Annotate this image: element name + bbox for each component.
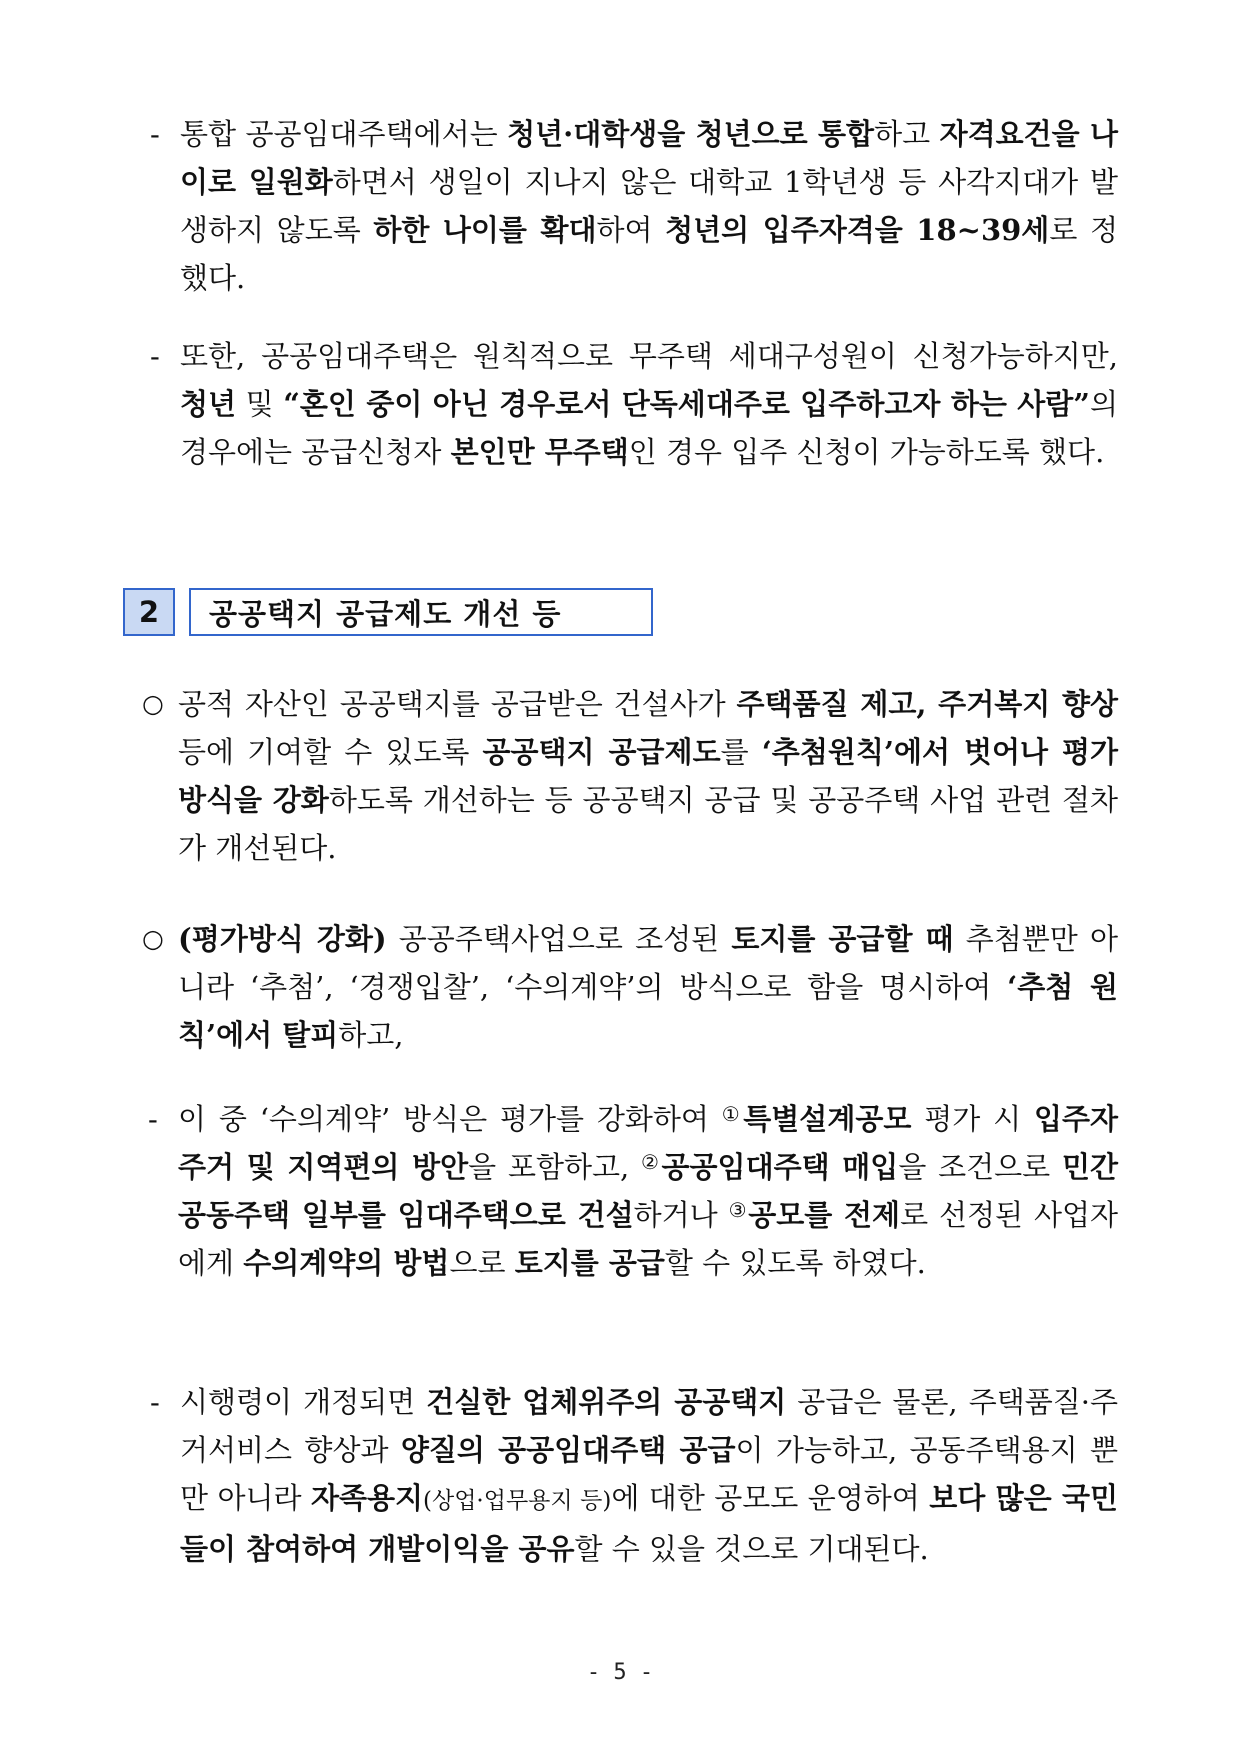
bullet-paragraph-private-contract [148, 1095, 1118, 1287]
page-number: - 5 - [586, 1660, 654, 1685]
circle-marker: ○ [142, 689, 164, 718]
bullet-paragraph-expected-effects [150, 1378, 1118, 1573]
paragraph-text: 통합 공공임대주택에서는 청년·대학생을 청년으로 통합하고 자격요건을 나이로 일원화하면서 생일이 지나지 않은 대학교 1학년생 등 사각지대가 발생하지 않도록 하한 나이를 확대하여 청년의 입주자격을 18~39세로 정했다. [180, 117, 1118, 295]
paragraph-text: 이 중 ‘수의계약’ 방식은 평가를 강화하여 ①특별설계공모 평가 시 입주자 주거 및 지역편의 방안을 포함하고, ②공공임대주택 매입을 조건으로 민간공동주택 일부를 임대주택으로 건설하거나 ③공모를 전제로 선정된 사업자에게 수의계약의 방법으로 토지를 공급할 수 있도록 하였다. [178, 1102, 1119, 1280]
circled-number-3: ③ [728, 1198, 749, 1222]
circle-paragraph-land-supply [142, 680, 1118, 872]
bullet-paragraph-homeless-requirement [150, 332, 1118, 476]
circled-number-1: ① [721, 1102, 744, 1126]
dash-marker: - [150, 339, 160, 373]
paragraph-text: 공적 자산인 공공택지를 공급받은 건설사가 주택품질 제고, 주거복지 향상 등에 기여할 수 있도록 공공택지 공급제도를 ‘추첨원칙’에서 벗어나 평가 방식을 강화하도록 개선하는 등 공공택지 공급 및 공공주택 사업 관련 절차가 개선된다. [178, 687, 1118, 865]
paragraph-text: (평가방식 강화) 공공주택사업으로 조성된 토지를 공급할 때 추첨뿐만 아니라 ‘추첨’, ‘경쟁입찰’, ‘수의계약’의 방식으로 함을 명시하여 ‘추첨 원칙’에서 탈피하고, [178, 922, 1118, 1052]
dash-marker: - [150, 1385, 160, 1419]
circle-marker: ○ [142, 924, 164, 953]
dash-marker: - [150, 117, 160, 151]
dash-marker: - [148, 1102, 158, 1136]
paragraph-text: 또한, 공공임대주택은 원칙적으로 무주택 세대구성원이 신청가능하지만, 청년 및 “혼인 중이 아닌 경우로서 단독세대주로 입주하고자 하는 사람”의 경우에는 공급신청자 본인만 무주택인 경우 입주 신청이 가능하도록 했다. [180, 339, 1119, 469]
circled-number-2: ② [641, 1150, 662, 1174]
bullet-paragraph-youth-eligibility [150, 110, 1118, 302]
circle-paragraph-evaluation-method [142, 915, 1118, 1059]
paragraph-text: 시행령이 개정되면 건실한 업체위주의 공공택지 공급은 물론, 주택품질·주거서비스 향상과 양질의 공공임대주택 공급이 가능하고, 공동주택용지 뿐만 아니라 자족용지(상업·업무용지 등)에 대한 공모도 운영하여 보다 많은 국민들이 참여하여 개발이익을 공유할 수 있을 것으로 기대된다. [180, 1385, 1118, 1566]
section-number: 2 [123, 588, 175, 636]
section-heading [123, 588, 653, 636]
section-title: 공공택지 공급제도 개선 등 [189, 588, 653, 636]
